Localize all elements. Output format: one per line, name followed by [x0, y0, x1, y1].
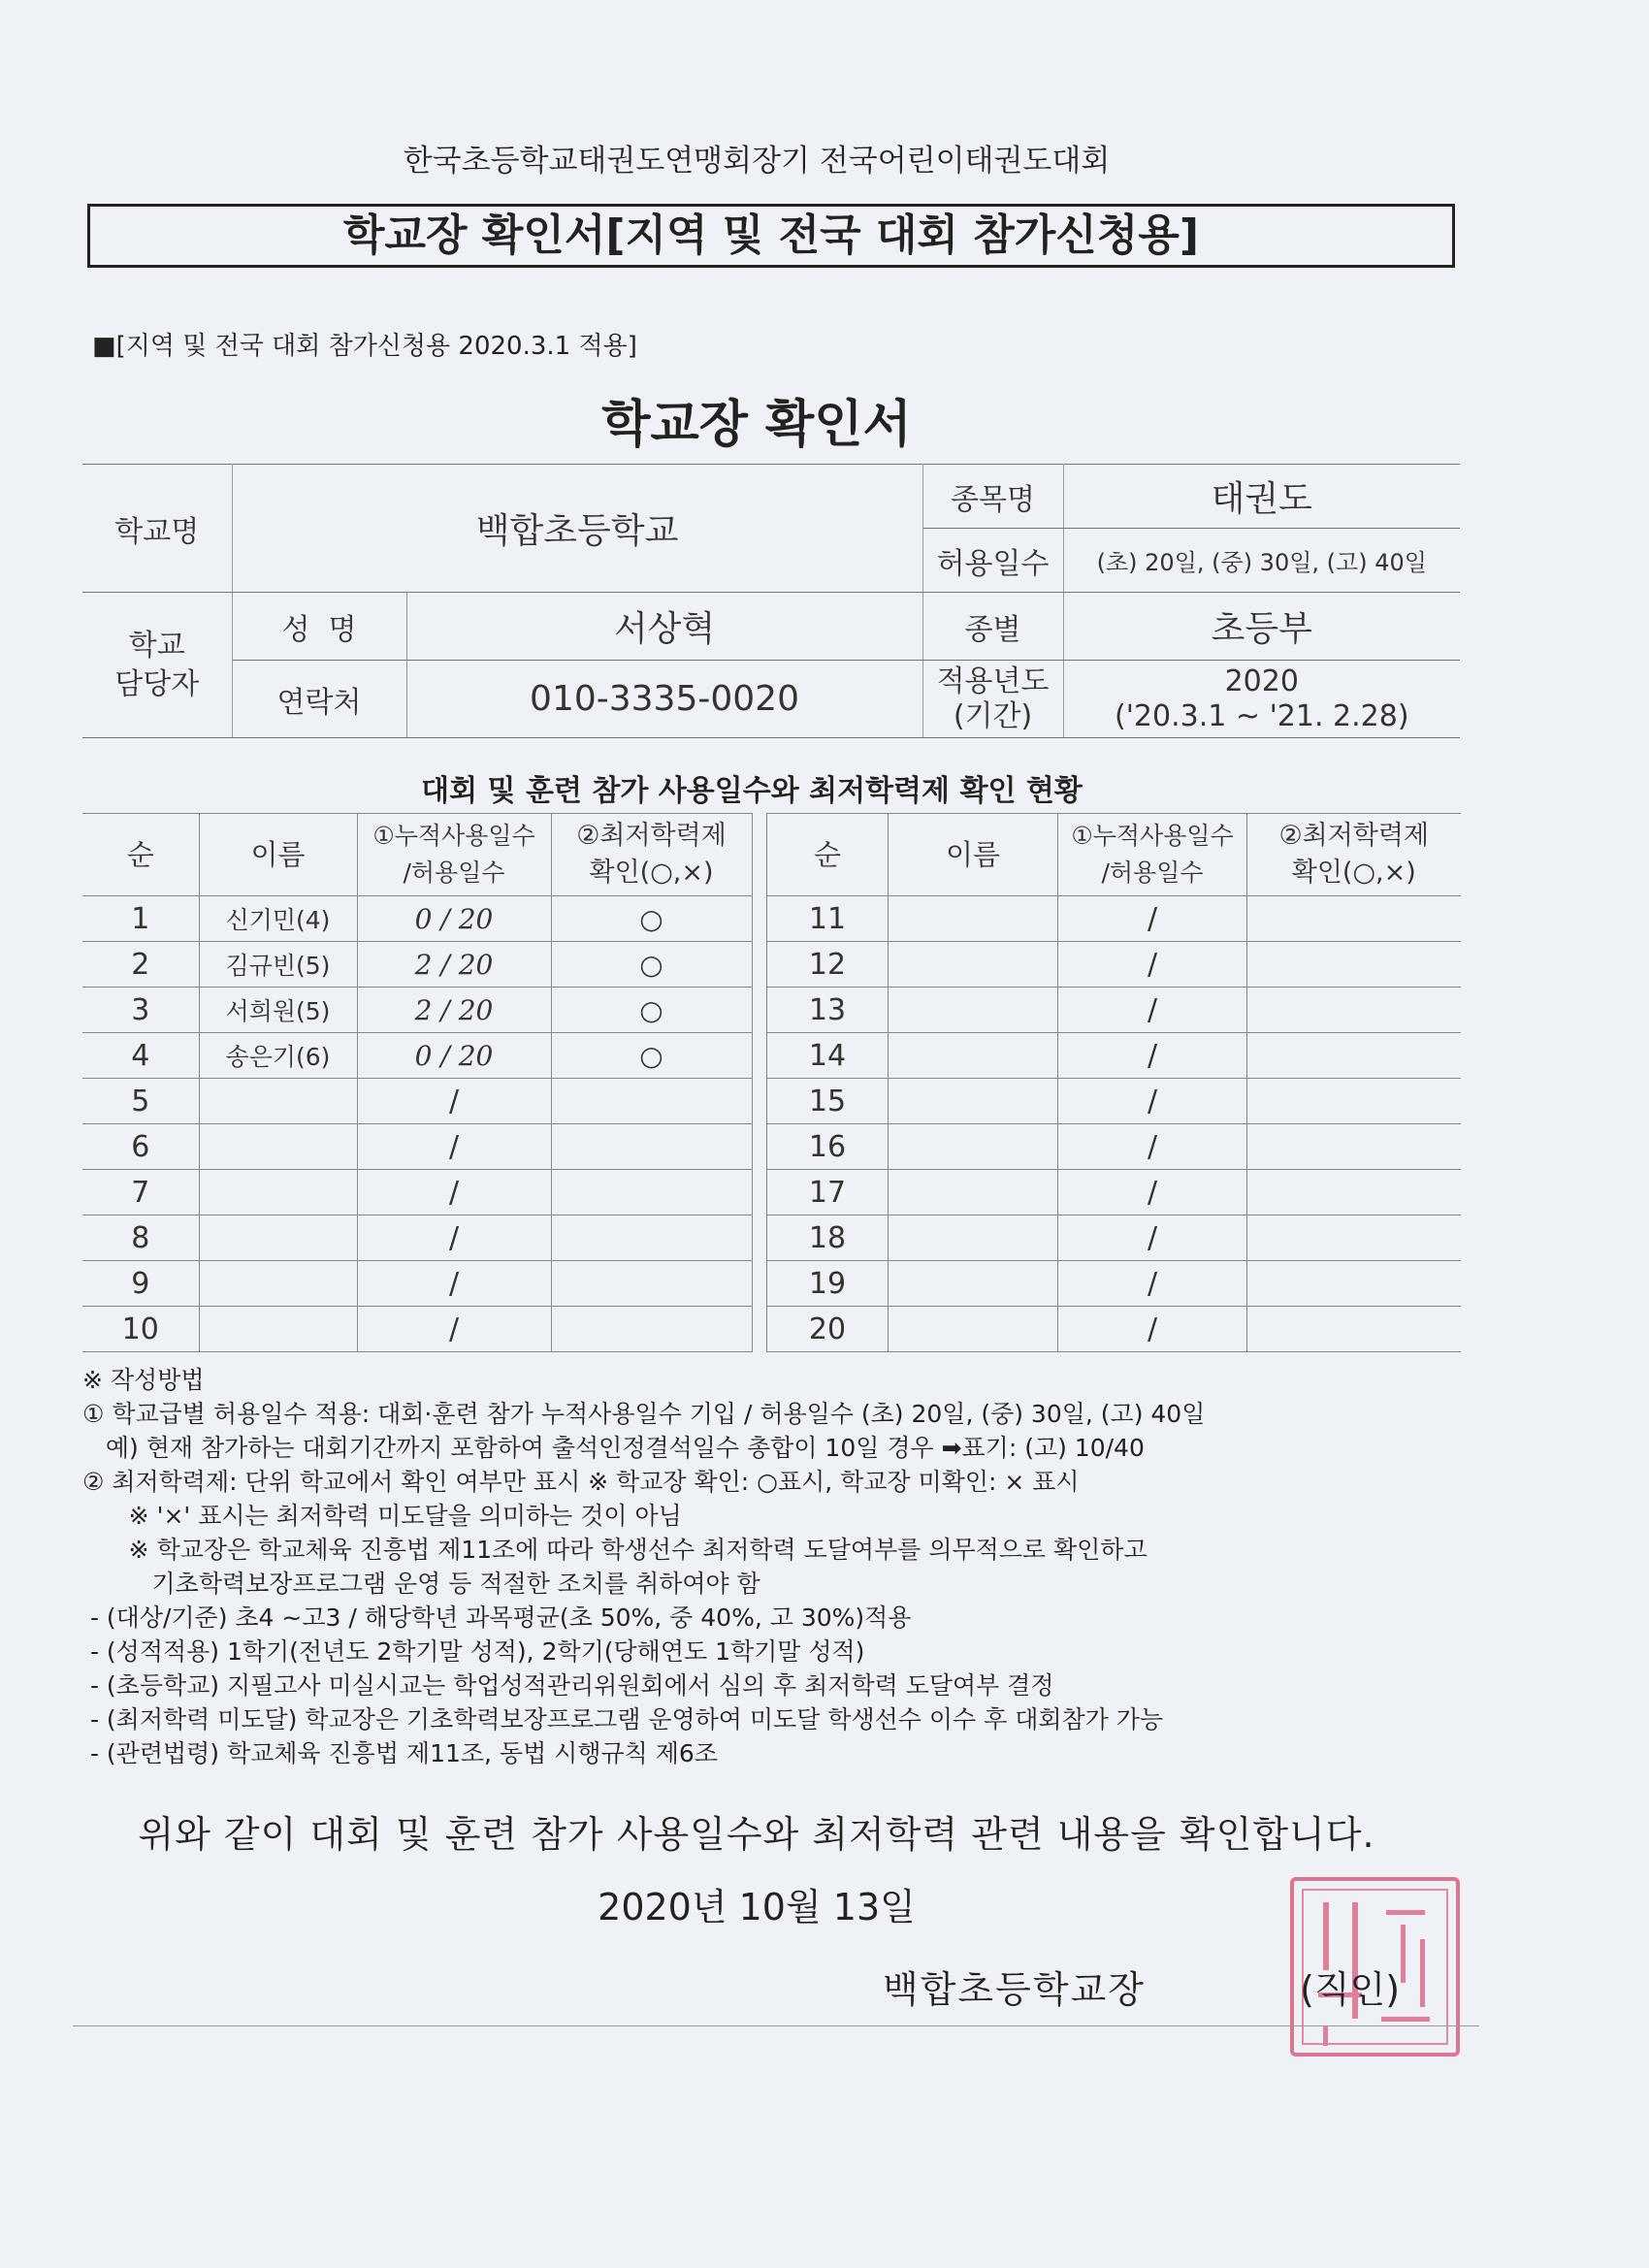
row-number: 8: [82, 1215, 199, 1261]
bottom-divider: [73, 2025, 1479, 2026]
cumulative-days: /: [1058, 1261, 1247, 1307]
cumulative-days: /: [357, 1261, 551, 1307]
cumulative-days: /: [1058, 1033, 1247, 1079]
row-number: 20: [767, 1307, 889, 1352]
instruction-line: 기초학력보장프로그램 운영 등 적절한 조치를 취하여야 함: [82, 1570, 760, 1598]
application-note: ■[지역 및 전국 대회 참가신청용 2020.3.1 적용]: [92, 332, 637, 361]
cumulative-days: 2 / 20: [357, 942, 551, 988]
cumulative-days: 0 / 20: [357, 1033, 551, 1079]
table-row: [767, 1307, 1461, 1352]
header-name: 이름: [199, 814, 357, 896]
header-academic: ②최저학력제 확인(○,×): [1247, 814, 1461, 896]
instruction-line: ※ '×' 표시는 최저학력 미도달을 의미하는 것이 아님: [82, 1502, 682, 1530]
table-row: [82, 942, 752, 988]
academic-check: [1247, 1215, 1461, 1261]
cumulative-days: /: [1058, 896, 1247, 942]
instruction-line: - (관련법령) 학교체육 진흥법 제11조, 동법 시행규칙 제6조: [82, 1739, 718, 1767]
header-days: ①누적사용일수 /허용일수: [357, 814, 551, 896]
table-row: [767, 1215, 1461, 1261]
student-name: 송은기(6): [199, 1033, 357, 1079]
instruction-line: ② 최저학력제: 단위 학교에서 확인 여부만 표시 ※ 학교장 확인: ○표시, 학교장 미확인: × 표시: [82, 1468, 1080, 1496]
header-no: 순: [82, 814, 199, 896]
contact-value: 010-3335-0020: [406, 661, 922, 738]
student-name: [889, 1307, 1058, 1352]
row-number: 6: [82, 1124, 199, 1170]
academic-check: [1247, 1079, 1461, 1124]
table-row: [767, 942, 1461, 988]
row-number: 10: [82, 1307, 199, 1352]
document-pre-title: 한국초등학교태권도연맹회장기 전국어린이태권도대회: [403, 144, 1111, 178]
table-row: [767, 1261, 1461, 1307]
student-name: 신기민(4): [199, 896, 357, 942]
table-row: [767, 1170, 1461, 1215]
cumulative-days: /: [1058, 1124, 1247, 1170]
student-name: [199, 1215, 357, 1261]
cumulative-days: /: [357, 1170, 551, 1215]
row-number: 2: [82, 942, 199, 988]
academic-check: ○: [551, 1033, 752, 1079]
row-number: 4: [82, 1033, 199, 1079]
student-name: [889, 1261, 1058, 1307]
instruction-line: - (최저학력 미도달) 학교장은 기초학력보장프로그램 운영하여 미도달 학생선수 이수 후 대회참가 가능: [82, 1705, 1164, 1733]
header-academic: ②최저학력제 확인(○,×): [551, 814, 752, 896]
confirm-statement: 위와 같이 대회 및 훈련 참가 사용일수와 최저학력 관련 내용을 확인합니다.: [138, 1813, 1375, 1856]
student-name: [889, 1033, 1058, 1079]
header-days: ①누적사용일수 /허용일수: [1058, 814, 1247, 896]
academic-check: ○: [551, 896, 752, 942]
sport-value: 태권도: [1063, 465, 1460, 529]
row-number: 11: [767, 896, 889, 942]
student-name: [889, 942, 1058, 988]
contact-label: 연락처: [232, 661, 406, 738]
header-name: 이름: [889, 814, 1058, 896]
row-number: 3: [82, 988, 199, 1033]
table-row: [82, 1079, 752, 1124]
row-number: 9: [82, 1261, 199, 1307]
row-number: 1: [82, 896, 199, 942]
academic-check: [551, 1079, 752, 1124]
seal-label: (직인): [1300, 1968, 1401, 2011]
status-table-left: [82, 813, 753, 1352]
academic-check: [1247, 896, 1461, 942]
academic-check: [1247, 1033, 1461, 1079]
table-row: [767, 1079, 1461, 1124]
student-name: [889, 1124, 1058, 1170]
row-number: 7: [82, 1170, 199, 1215]
instruction-line: - (성적적용) 1학기(전년도 2학기말 성적), 2학기(당해연도 1학기말 성적): [82, 1637, 865, 1666]
academic-check: [1247, 1124, 1461, 1170]
student-name: [199, 1170, 357, 1215]
instructions: [82, 1363, 1479, 1770]
academic-check: ○: [551, 988, 752, 1033]
cumulative-days: /: [1058, 1079, 1247, 1124]
row-number: 5: [82, 1079, 199, 1124]
student-name: [199, 1124, 357, 1170]
student-name: [199, 1261, 357, 1307]
year-cell: [1063, 661, 1460, 738]
cumulative-days: /: [357, 1215, 551, 1261]
student-name: [889, 1215, 1058, 1261]
academic-check: [1247, 1307, 1461, 1352]
academic-check: [551, 1170, 752, 1215]
instruction-line: - (대상/기준) 초4 ~고3 / 해당학년 과목평균(초 50%, 중 40%, 고 30%)적용: [82, 1604, 912, 1632]
row-number: 15: [767, 1079, 889, 1124]
student-name: [889, 1079, 1058, 1124]
table-row: [82, 1261, 752, 1307]
academic-check: [1247, 988, 1461, 1033]
principal-name: 백합초등학교장: [883, 1968, 1146, 2011]
cumulative-days: /: [357, 1124, 551, 1170]
row-number: 16: [767, 1124, 889, 1170]
table-row: [767, 896, 1461, 942]
academic-check: [551, 1261, 752, 1307]
document-box-title: 학교장 확인서[지역 및 전국 대회 참가신청용]: [87, 204, 1455, 268]
student-name: [889, 1170, 1058, 1215]
sport-label: 종목명: [922, 465, 1063, 529]
table-row: [82, 988, 752, 1033]
allowed-days-label: 허용일수: [922, 529, 1063, 593]
academic-check: [1247, 1170, 1461, 1215]
status-table-right: [766, 813, 1461, 1352]
period-value: ('20.3.1 ~ '21. 2.28): [1114, 698, 1409, 733]
student-name: [199, 1079, 357, 1124]
student-name: 김규빈(5): [199, 942, 357, 988]
cumulative-days: /: [357, 1079, 551, 1124]
school-label: 학교명: [82, 465, 232, 593]
row-number: 13: [767, 988, 889, 1033]
row-number: 12: [767, 942, 889, 988]
category-label: 종별: [922, 593, 1063, 661]
header-no: 순: [767, 814, 889, 896]
instruction-line: 예) 현재 참가하는 대회기간까지 포함하여 출석인정결석일수 총합이 10일 경우 ➡표기: (고) 10/40: [82, 1434, 1145, 1462]
row-number: 19: [767, 1261, 889, 1307]
cumulative-days: /: [357, 1307, 551, 1352]
confirm-date: 2020년 10월 13일: [598, 1886, 916, 1928]
allowed-days-value: (초) 20일, (중) 30일, (고) 40일: [1063, 529, 1460, 593]
manager-label: 학교 담당자: [82, 593, 232, 738]
row-number: 14: [767, 1033, 889, 1079]
academic-check: [551, 1307, 752, 1352]
category-value: 초등부: [1063, 593, 1460, 661]
table-row: [82, 1033, 752, 1079]
instruction-line: ① 학교급별 허용일수 적용: 대회·훈련 참가 누적사용일수 기입 / 허용일수 (초) 20일, (중) 30일, (고) 40일: [82, 1400, 1206, 1428]
student-name: [889, 896, 1058, 942]
cumulative-days: /: [1058, 1170, 1247, 1215]
academic-check: [1247, 1261, 1461, 1307]
cumulative-days: /: [1058, 1215, 1247, 1261]
table-row: [82, 1215, 752, 1261]
instruction-line: - (초등학교) 지필고사 미실시교는 학업성적관리위원회에서 심의 후 최저학력 도달여부 결정: [82, 1671, 1054, 1700]
table-row: [82, 1307, 752, 1352]
academic-check: [1247, 942, 1461, 988]
cumulative-days: 0 / 20: [357, 896, 551, 942]
school-value: 백합초등학교: [232, 465, 922, 593]
name-value: 서상혁: [406, 593, 922, 661]
cumulative-days: /: [1058, 1307, 1247, 1352]
academic-check: ○: [551, 942, 752, 988]
instruction-line: ※ 작성방법: [82, 1366, 205, 1394]
academic-check: [551, 1215, 752, 1261]
row-number: 17: [767, 1170, 889, 1215]
name-label: 성 명: [232, 593, 406, 661]
student-name: [889, 988, 1058, 1033]
info-table: [82, 464, 1460, 738]
student-name: 서희원(5): [199, 988, 357, 1033]
academic-check: [551, 1124, 752, 1170]
year-value: 2020: [1224, 664, 1299, 698]
cumulative-days: /: [1058, 942, 1247, 988]
table-row: [767, 988, 1461, 1033]
main-title: 학교장 확인서: [601, 396, 912, 454]
table-row: [82, 1124, 752, 1170]
cumulative-days: 2 / 20: [357, 988, 551, 1033]
table-row: [767, 1033, 1461, 1079]
instruction-line: ※ 학교장은 학교체육 진흥법 제11조에 따라 학생선수 최저학력 도달여부를 의무적으로 확인하고: [82, 1536, 1148, 1564]
table-row: [767, 1124, 1461, 1170]
table-row: [82, 896, 752, 942]
table-row: [82, 1170, 752, 1215]
student-name: [199, 1307, 357, 1352]
cumulative-days: /: [1058, 988, 1247, 1033]
year-label: 적용년도 (기간): [922, 661, 1063, 738]
status-subtitle: 대회 및 훈련 참가 사용일수와 최저학력제 확인 현황: [421, 774, 1083, 808]
row-number: 18: [767, 1215, 889, 1261]
